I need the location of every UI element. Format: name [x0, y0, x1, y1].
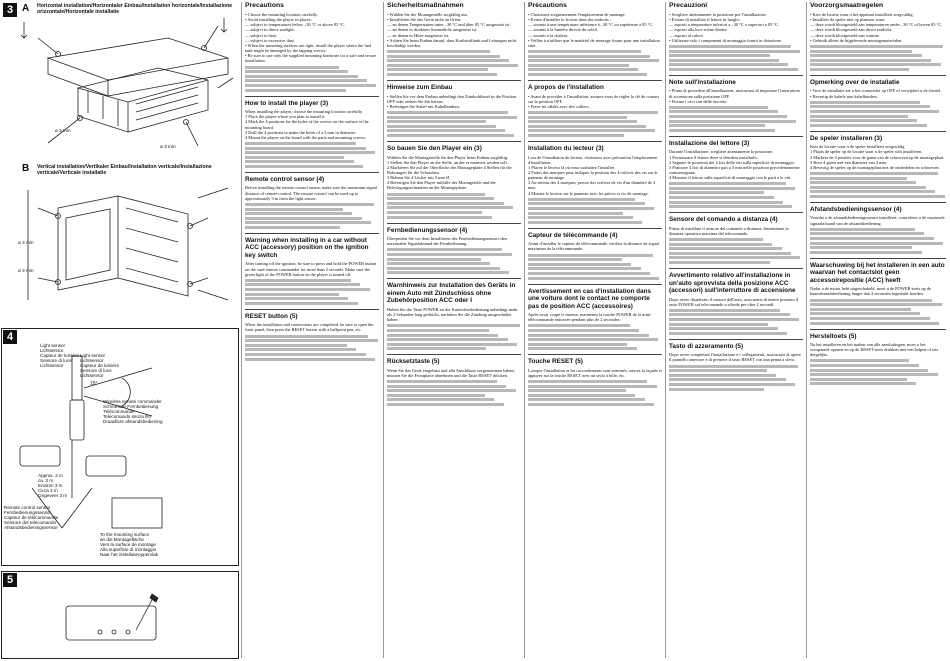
section-body: • Choose the mounting location carefully. • Avoid installing the player in places: — subject to temperatures below –30 °C or above 85 °C. — subject to direct sunlight. — subject to heat. — subject to excessive dust. • When the mounting surfaces are tight, install the player where the fuel tank might be damaged by the tapping screws. • Be sure to use only the supplied mounting hardware for a safe and secure installation.	[245, 12, 377, 64]
dutch-column	[810, 2, 946, 658]
text-line-placeholder	[528, 258, 622, 261]
section-body: Wählen Sie die Montagestelle für den Player beim Einbau sorgfältig. 1 Stellen Sie den Player an die Stelle, an der er montiert werden soll. 2 Markieren Sie auf der Oberfläche der Montageplatte 4 Stellen für die Bohrungen für die Schrauben. 3 Bohren Sie 4 Löcher mit 3 mm Ø. 4 Befestigen Sie den Player mithilfe der Montageteile und der Befestigungsschrauben an der Montageplatte.	[387, 154, 512, 191]
column-sections	[669, 12, 803, 391]
text-line-placeholder	[669, 383, 795, 386]
text-line-placeholder	[669, 196, 774, 199]
text-line-placeholder	[245, 288, 370, 291]
reset-button-figure	[60, 592, 180, 648]
section-heading: Avertissement en cas d'installation dans une voiture dont le contact ne comporte pas de position ACC (accessoires)	[528, 284, 662, 311]
text-line-placeholder	[387, 211, 482, 214]
german-column	[387, 2, 521, 658]
text-line-placeholder	[245, 221, 371, 224]
vertical-installation-figure	[18, 178, 238, 308]
text-line-placeholder	[245, 151, 375, 154]
text-line-placeholder	[245, 156, 344, 159]
text-line-placeholder	[669, 201, 783, 204]
text-line-placeholder	[810, 364, 919, 367]
text-line-placeholder	[387, 385, 506, 388]
text-line-placeholder	[528, 267, 641, 270]
section-heading: So bauen Sie den Player ein (3)	[387, 141, 521, 153]
text-line-placeholder	[528, 64, 629, 67]
french-column	[528, 2, 662, 658]
text-line-placeholder	[387, 262, 490, 265]
text-line-placeholder	[528, 55, 650, 58]
text-line-placeholder	[387, 394, 485, 397]
text-line-placeholder	[528, 272, 650, 275]
text-line-placeholder	[528, 343, 627, 346]
text-line-placeholder	[387, 253, 512, 256]
section-body: Lors de l'installation du lecteur, choisissez avec précaution l'emplacement d'installation. 1 Placez le lecteur là où vous souhaitez l'installer. 2 Faites des marques pour indiquer la position des 4 orifices des vis sur le panneau de montage. 3 Au niveau des 4 marques, percez des orifices de vis d'un diamètre de 3 mm. 4 Montez le lecteur sur le panneau avec les pièces et vis de montage.	[528, 154, 658, 196]
section-heading: Note sull'installazione	[669, 75, 803, 87]
text-line-placeholder	[810, 308, 911, 311]
column-heading: Voorzorgsmaatregelen	[810, 2, 884, 9]
text-line-placeholder	[810, 237, 934, 240]
text-line-placeholder	[528, 329, 639, 332]
text-line-placeholder	[810, 186, 926, 189]
text-line-placeholder	[528, 403, 654, 406]
text-line-placeholder	[669, 313, 790, 316]
text-line-placeholder	[245, 279, 351, 282]
column-sections	[810, 12, 946, 385]
step-3a-letter: A	[22, 3, 30, 14]
section-body: Prima di installare il sensore del comando a distanza, determinare la distanza operativa massima del telecomando.	[669, 225, 789, 236]
text-line-placeholder	[669, 115, 787, 118]
text-line-placeholder	[669, 205, 792, 208]
text-line-placeholder	[810, 110, 939, 113]
section-heading: How to install the player (3)	[245, 96, 379, 108]
section-heading: Capteur de télécommande (4)	[528, 228, 662, 240]
text-line-placeholder	[245, 142, 356, 145]
section-heading: Waarschuwing bij het installeren in een auto waarvan het contactslot geen accessoirepositie (ACC) heeft	[810, 258, 946, 285]
text-line-placeholder	[669, 261, 770, 264]
column-heading: Sicherheitsmaßnahmen	[387, 2, 464, 9]
section-body: Dopo avere disattivato il motore dell'auto, assicurarsi di tenere premuto il tasto POWER sul telecomando a schede per oltre 2 secondi.	[669, 296, 799, 307]
text-line-placeholder	[387, 73, 497, 76]
text-line-placeholder	[669, 110, 778, 113]
text-line-placeholder	[245, 203, 374, 206]
text-line-placeholder	[387, 347, 486, 350]
text-line-placeholder	[387, 197, 494, 200]
angle-label: 15°	[90, 381, 98, 387]
text-line-placeholder	[528, 50, 641, 53]
section-body: When installing the player, choose the mounting location carefully. 1 Place the player where you plan to install it. 2 Mark the 4 positions for the holes of the screws on the surface of the mounting board. 3 Drill the 4 positions to make the holes of a 3 mm in diameter. 4 Mount the player on the board with the parts and mounting screws.	[245, 109, 369, 140]
text-line-placeholder	[669, 247, 782, 250]
text-line-placeholder	[669, 50, 800, 53]
text-line-placeholder	[387, 116, 517, 119]
text-line-placeholder	[245, 297, 348, 300]
text-line-placeholder	[528, 59, 659, 62]
column-heading: Precautions	[245, 2, 284, 9]
section-body: Wenn Sie das Gerät eingebaut und alle Anschlüsse vorgenommen haben, müssen Sie die Frontplatte abnehmen und die Taste RESET drücken.	[387, 367, 515, 378]
light-sensor-callout-right: Light sensor Lichtsensor Capteur de lumière Sensore di luce Lichtsensor	[80, 353, 120, 378]
text-line-placeholder	[669, 63, 788, 66]
text-line-placeholder	[528, 116, 627, 119]
text-line-placeholder	[810, 195, 945, 198]
text-line-placeholder	[669, 327, 778, 330]
text-line-placeholder	[528, 202, 645, 205]
text-line-placeholder	[387, 338, 508, 341]
text-line-placeholder	[669, 68, 798, 71]
text-line-placeholder	[528, 198, 635, 201]
section-body: After turning off the ignition, be sure to press and hold the POWER button on the card remote commander for more than 2 seconds. Make sure the green light of the POWER button on the player is turned off.	[245, 261, 377, 277]
horizontal-installation-figure	[18, 18, 238, 158]
text-line-placeholder	[387, 398, 494, 401]
text-line-placeholder	[245, 70, 348, 73]
text-line-placeholder	[810, 63, 941, 66]
text-line-placeholder	[810, 359, 909, 362]
text-line-placeholder	[528, 277, 659, 280]
text-line-placeholder	[387, 343, 517, 346]
text-line-placeholder	[245, 283, 360, 286]
column-heading: Précautions	[528, 2, 567, 9]
section-heading: A propos de l'installation	[528, 80, 662, 92]
text-line-placeholder	[387, 267, 500, 270]
text-line-placeholder	[528, 254, 653, 257]
text-line-placeholder	[387, 216, 492, 219]
text-line-placeholder	[669, 332, 787, 335]
section-body: Lorsque l'installation et les raccordements sont terminés, ouvrez la façade et appuyez sur la touche RESET avec un stylo à bille, etc.	[528, 367, 662, 378]
text-line-placeholder	[810, 378, 907, 381]
text-line-placeholder	[810, 45, 943, 48]
text-line-placeholder	[669, 106, 768, 109]
text-line-placeholder	[810, 119, 917, 122]
section-body: • Voor de installatie zet u het contactslot op OFF of verwijdert u de sleutel. • Bevestig de kabels met kabelbinders.	[810, 88, 942, 99]
column-divider	[241, 2, 242, 658]
section-body: Avant d'installer le capteur de télécommande, vérifiez la distance de signal maximum de la télécommande.	[528, 241, 660, 252]
section-heading: Warning when installing in a car without ACC (accessory) position on the ignition key switch	[245, 233, 379, 260]
hole-diameter-label-4: ø 3 mm	[18, 268, 34, 273]
text-line-placeholder	[528, 380, 647, 383]
text-line-placeholder	[387, 64, 518, 67]
text-line-placeholder	[669, 182, 786, 185]
text-line-placeholder	[810, 124, 927, 127]
text-line-placeholder	[387, 258, 481, 261]
section-heading: RESET button (5)	[245, 309, 379, 321]
text-line-placeholder	[245, 353, 366, 356]
text-line-placeholder	[245, 147, 366, 150]
text-line-placeholder	[245, 89, 346, 92]
text-line-placeholder	[245, 226, 340, 229]
section-body: • Choisissez soigneusement l'emplacement de montage. • Evitez d'installer le lecteur dans des endroits : — soumis à une température inférieure à –30 °C ou supérieure à 85 °C. — soumis à la lumière directe du soleil. — soumis à la chaleur. • Veillez à n'utiliser que le matériel de montage fourni pour une installation sûre.	[528, 12, 660, 48]
text-line-placeholder	[245, 344, 347, 347]
text-line-placeholder	[528, 347, 637, 350]
step-4-number: 4	[3, 330, 17, 344]
text-line-placeholder	[528, 212, 623, 215]
text-line-placeholder	[387, 403, 504, 406]
step-3b-letter: B	[22, 163, 30, 174]
text-line-placeholder	[245, 79, 367, 82]
text-line-placeholder	[387, 389, 516, 392]
section-body: • Scegliere attentamente la posizione per l'installazione. • Evitare di installare il lettore in luoghi: — esposti a temperature inferiori a –30 °C o superiori a 85 °C. — esposti alla luce solare diretta. — esposti al calore. • Utilizzare solo i componenti di montaggio forniti in dotazione.	[669, 12, 782, 43]
text-line-placeholder	[810, 50, 912, 53]
text-line-placeholder	[245, 217, 362, 220]
text-line-placeholder	[669, 256, 800, 259]
text-line-placeholder	[245, 293, 339, 296]
italian-column	[669, 2, 803, 658]
section-body: Kies de locatie waar u de speler installeert zorgvuldig. 1 Plaats de speler op de locatie waar u de speler wilt installeren. 2 Markeer de 4 posities voor de gaten van de schroeven op de montageplaat. 3 Boor 4 gaten met een diameter van 3 mm. 4 Bevestig de speler op de montageplaat met de onderdelen en schroeven.	[810, 144, 945, 170]
text-line-placeholder	[669, 45, 791, 48]
column-heading: Precauzioni	[669, 2, 708, 9]
text-line-placeholder	[528, 120, 637, 123]
text-line-placeholder	[810, 177, 907, 180]
text-line-placeholder	[387, 68, 488, 71]
text-line-placeholder	[387, 59, 509, 62]
section-body: Na het installeren en het maken van alle aansluitingen, moet u het voorpaneel openen en op de RESET-toets drukken met een balpen of iets dergelijks.	[810, 342, 939, 358]
text-line-placeholder	[669, 238, 763, 241]
section-body: Halten Sie die Taste POWER an der Kartenfernbedienung unbedingt mehr als 2 Sekunden lang gedrückt, nachdem Sie die Zündung ausgeschaltet haben.	[387, 306, 518, 323]
text-line-placeholder	[669, 187, 795, 190]
section-body: Dopo avere completato l'installazione e i collegamenti, assicurarsi di aprire il pannello anteriore e di premere il tasto RESET con una penna a sfera.	[669, 352, 801, 363]
text-line-placeholder	[528, 338, 658, 341]
section-heading: Rücksetztaste (5)	[387, 354, 521, 366]
text-line-placeholder	[245, 348, 356, 351]
text-line-placeholder	[528, 385, 657, 388]
text-line-placeholder	[669, 323, 768, 326]
section-body: • Wählen Sie die Montagestelle sorgfältig aus. • Installieren Sie das Gerät nicht an Orten: — an denen Temperaturen unter –30 °C und über 85 °C ausgesetzt ist. — an denen es direktem Sonnenlicht ausgesetzt ist. — an denen es Hitze ausgesetzt ist. • Achten Sie beim Einbau darauf, dass Kraftstofftank und Leitungen nicht beschädigt werden.	[387, 12, 517, 48]
text-line-placeholder	[245, 66, 339, 69]
text-line-placeholder	[528, 207, 654, 210]
column-divider	[806, 2, 807, 658]
text-line-placeholder	[810, 190, 935, 193]
text-line-placeholder	[810, 181, 916, 184]
mounting-surface-callout: To the mounting surface an die Montagefläche Vers la surface de montage Alla superficie di montaggio Naar het installatieoppervlak	[100, 532, 158, 557]
text-line-placeholder	[810, 232, 924, 235]
section-heading: Installazione del lettore (3)	[669, 136, 803, 148]
text-line-placeholder	[245, 335, 368, 338]
hole-diameter-label-2: ø 3 mm	[160, 144, 176, 149]
text-line-placeholder	[810, 303, 942, 306]
text-line-placeholder	[528, 134, 624, 137]
text-line-placeholder	[387, 129, 505, 132]
text-line-placeholder	[528, 389, 626, 392]
text-line-placeholder	[387, 55, 500, 58]
distance-callout: Approx. 3 m ca. 3 m Environ 3 m Circa 3 m Ongeveer 3 m	[38, 473, 68, 498]
text-line-placeholder	[810, 251, 922, 254]
text-line-placeholder	[669, 318, 799, 321]
text-line-placeholder	[528, 68, 638, 71]
text-line-placeholder	[387, 50, 490, 53]
section-body: • Avant de procéder à l'installation, assurez-vous de régler la clé de contact sur la position OFF. • Fixez les câbles avec des colliers.	[528, 93, 660, 109]
text-line-placeholder	[669, 191, 764, 194]
text-line-placeholder	[528, 394, 635, 397]
text-line-placeholder	[669, 365, 798, 368]
remote-sensor-callout: Remote control sensor Fernbedienungssensor Capteur de télécommande Sensore del telecomando Afstandsbedieningssensor	[4, 505, 59, 530]
text-line-placeholder	[387, 334, 498, 337]
text-line-placeholder	[528, 216, 633, 219]
text-line-placeholder	[810, 54, 922, 57]
text-line-placeholder	[387, 111, 508, 114]
text-line-placeholder	[810, 228, 915, 231]
text-line-placeholder	[669, 252, 791, 255]
text-line-placeholder	[669, 388, 764, 391]
section-heading: Avvertimento relativo all'installazione in un'auto sprovvista della posizione ACC (accessori) sull'interruttore di accensione	[669, 268, 803, 295]
section-body: Before installing the remote control sensor, make sure the maximum signal distance of remote control. The remote control can be used up to approximately 3 m from the light sensor.	[245, 185, 377, 201]
light-sensor-callout-left: Light sensor Lichtsensor Capteur de lumière Sensore di luce Lichtsensor	[40, 343, 80, 368]
text-line-placeholder	[810, 242, 943, 245]
wireless-remote-callout: Wireless remote commander Schnurlose Fernbedienung Télécommande Telecomando senza filo Draadloze afstandsbediening	[103, 399, 163, 424]
section-heading: Touche RESET (5)	[528, 354, 662, 366]
text-line-placeholder	[810, 299, 932, 302]
column-divider	[383, 2, 384, 658]
section-body: Durante l'installazione, scegliere attentamente la posizione. 1 Posizionare il lettore dove si desidera installarlo. 2 Segnare le posizioni dei 4 fori delle viti sulla superficie di montaggio. 3 Praticare 4 fori di diametro pari a 3 mm nelle posizioni precedentemente contrassegnate. 4 Montare il lettore sulla superficie di montaggio con le parti e le viti.	[669, 149, 800, 181]
text-line-placeholder	[245, 84, 376, 87]
column-divider	[524, 2, 525, 658]
section-body: • Prima di procedere all'installazione, assicurarsi di impostare l'interruttore di accensione sulla posizione OFF. • Fissare i cavi con delle fascette.	[669, 88, 801, 104]
column-sections	[387, 12, 521, 406]
text-line-placeholder	[245, 302, 358, 305]
section-heading: Fernbedienungssensor (4)	[387, 223, 521, 235]
section-body: When the installation and connections are completed, be sure to open the front panel, then press the RESET button with a ballpoint pen, etc.	[245, 322, 374, 333]
text-line-placeholder	[810, 369, 928, 372]
text-line-placeholder	[528, 73, 647, 76]
text-line-placeholder	[669, 129, 775, 132]
text-line-placeholder	[245, 339, 378, 342]
section-body: Überprüfen Sie vor dem Installieren des Fernbedienungssensors den maximalen Signalabstand der Fernbedienung.	[387, 236, 507, 247]
text-line-placeholder	[669, 374, 776, 377]
vertical-installation-title: Vertical installation/Vertikaler Einbau/Installation verticale/Installazione verticale/Verticale installatie	[37, 164, 212, 176]
text-line-placeholder	[810, 382, 916, 385]
section-heading: Remote control sensor (4)	[245, 172, 379, 184]
section-heading: Installation du lecteur (3)	[528, 141, 662, 153]
text-line-placeholder	[245, 358, 375, 361]
column-divider	[665, 2, 666, 658]
text-line-placeholder	[810, 172, 938, 175]
text-line-placeholder	[669, 309, 780, 312]
step-3-number: 3	[3, 3, 17, 17]
text-line-placeholder	[528, 263, 631, 266]
section-body: Après avoir coupé le moteur, maintenez la touche POWER de la mini-télécommande enfoncée pendant plus de 2 secondes.	[528, 312, 652, 323]
text-line-placeholder	[810, 68, 909, 71]
text-line-placeholder	[528, 334, 649, 337]
section-heading: Sensore del comando a distanza (4)	[669, 212, 803, 224]
text-line-placeholder	[669, 59, 779, 62]
section-body: Voordat u de afstandsbedieningssensor installeert, controleert u de maximale signaalafstand van de afstandsbediening.	[810, 215, 945, 226]
section-body: Nadat u de motor hebt uitgeschakeld, moet u de POWER-toets op de kaartafstandsbediening langer dan 2 seconden ingedrukt houden.	[810, 286, 931, 297]
english-column	[245, 2, 379, 658]
section-heading: Warnhinweis zur Installation des Geräts in einem Auto mit Zündschloss ohne Zubehörposition ACC oder I	[387, 278, 521, 305]
text-line-placeholder	[810, 59, 931, 62]
text-line-placeholder	[528, 221, 642, 224]
text-line-placeholder	[669, 243, 772, 246]
text-line-placeholder	[810, 312, 920, 315]
section-heading: Hinweise zum Einbau	[387, 80, 521, 92]
text-line-placeholder	[810, 373, 938, 376]
text-line-placeholder	[245, 212, 352, 215]
text-line-placeholder	[810, 322, 939, 325]
text-line-placeholder	[387, 125, 496, 128]
figure-column	[0, 0, 240, 661]
column-sections	[245, 12, 379, 361]
section-heading: Tasto di azzeramento (5)	[669, 339, 803, 351]
text-line-placeholder	[387, 120, 486, 123]
text-line-placeholder	[528, 111, 658, 114]
text-line-placeholder	[245, 75, 358, 78]
text-line-placeholder	[810, 101, 920, 104]
section-heading: Afstandsbedieningssensor (4)	[810, 202, 946, 214]
horizontal-installation-title: Horizontal installation/Horizontaler Einbau/Installation horizontale/Installazione orizzontale/Horizontale installatie	[37, 3, 233, 15]
text-line-placeholder	[528, 324, 630, 327]
section-body: • Stellen Sie vor dem Einbau unbedingt den Zündschlüssel in die Position OFF oder ziehen Sie ihn heraus. • Befestigen Sie Kabel mit Kabelbindern.	[387, 93, 517, 109]
text-line-placeholder	[387, 329, 489, 332]
text-line-placeholder	[669, 124, 765, 127]
text-line-placeholder	[528, 129, 655, 132]
section-body: • Kies de locatie waar u het apparaat installeert zorgvuldig. • Installeer de speler niet op plaatsen waar: — deze wordt blootgesteld aan temperaturen onder –30 °C of boven 85 °C. — deze wordt blootgesteld aan direct zonlicht. — deze wordt blootgesteld aan warmte. • Gebruik alleen de bijgeleverde montagematerialen.	[810, 12, 943, 43]
text-line-placeholder	[387, 206, 513, 209]
text-line-placeholder	[245, 165, 363, 168]
hole-diameter-label-1: ø 3 mm	[55, 128, 71, 133]
text-line-placeholder	[810, 115, 908, 118]
text-line-placeholder	[528, 125, 646, 128]
text-line-placeholder	[387, 193, 485, 196]
text-line-placeholder	[810, 317, 930, 320]
text-line-placeholder	[528, 398, 645, 401]
text-line-placeholder	[387, 324, 520, 327]
text-line-placeholder	[810, 105, 930, 108]
column-sections	[528, 12, 662, 406]
text-line-placeholder	[245, 208, 343, 211]
text-line-placeholder	[387, 271, 509, 274]
text-line-placeholder	[387, 202, 504, 205]
section-heading: Opmerking over de installatie	[810, 75, 946, 87]
text-line-placeholder	[669, 378, 786, 381]
text-line-placeholder	[245, 160, 354, 163]
section-heading: Hersteltoets (5)	[810, 329, 946, 341]
text-line-placeholder	[810, 246, 912, 249]
text-line-placeholder	[669, 54, 770, 57]
text-line-placeholder	[669, 120, 796, 123]
step-5-number: 5	[3, 573, 17, 587]
text-line-placeholder	[387, 248, 502, 251]
hole-diameter-label-3: ø 3 mm	[18, 240, 34, 245]
text-line-placeholder	[387, 380, 497, 383]
text-line-placeholder	[669, 369, 767, 372]
text-line-placeholder	[387, 134, 514, 137]
section-heading: De speler installeren (3)	[810, 131, 946, 143]
